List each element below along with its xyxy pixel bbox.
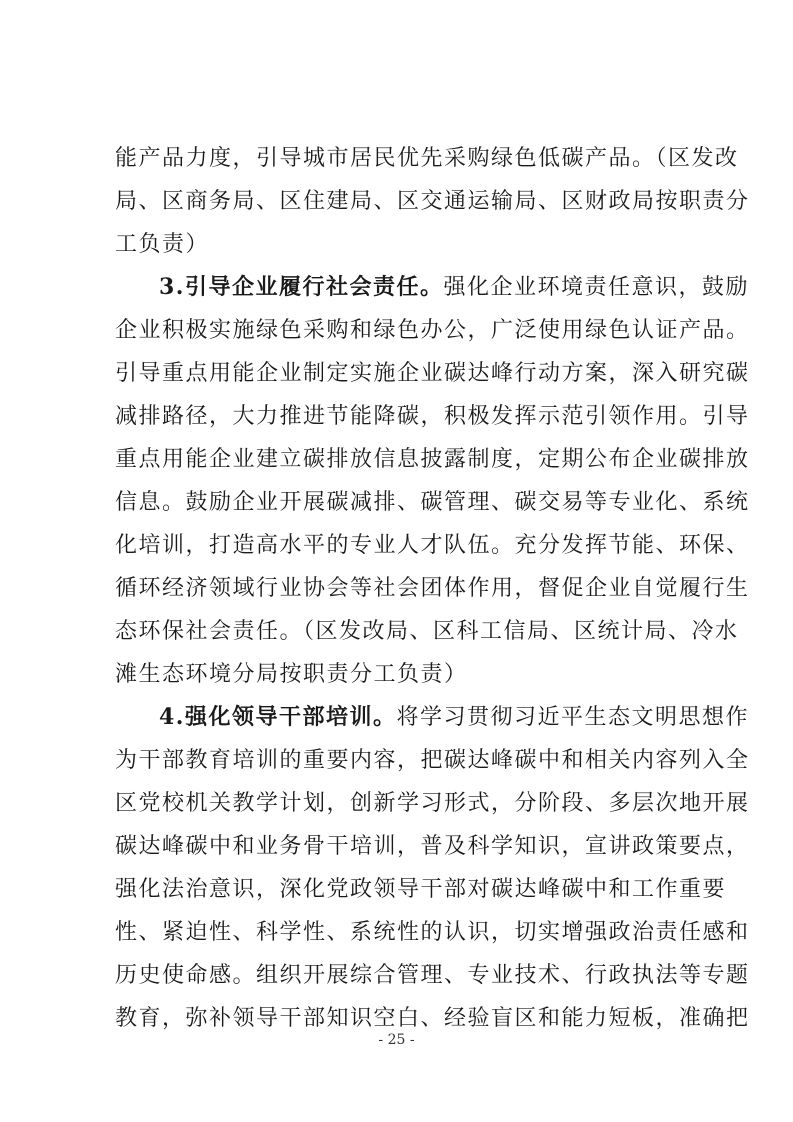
section-text: 将学习贯彻习近平生态文明思想作 [396,705,749,730]
text-line: 性、紧迫性、科学性、系统性的认识，切实增强政治责任感和 [115,920,750,945]
text-line: 区党校机关教学计划，创新学习形式，分阶段、多层次地开展 [115,791,750,816]
text-line: 工负责） [115,232,210,257]
text-line: 历史使命感。组织开展综合管理、专业技术、行政执法等专题 [115,963,750,988]
text-line: 碳达峰碳中和业务骨干培训，普及科学知识，宣讲政策要点， [115,834,750,859]
text-line: 教育，弥补领导干部知识空白、经验盲区和能力短板，准确把 [115,1006,750,1031]
text-line: 局、区商务局、区住建局、区交通运输局、区财政局按职责分 [115,189,750,214]
page-number: - 25 - [378,1032,415,1048]
text-line: 减排路径，大力推进节能降碳，积极发挥示范引领作用。引导 [115,404,750,429]
text-line: 态环保社会责任。（区发改局、区科工信局、区统计局、冷水 [115,619,739,644]
text-line: 为干部教育培训的重要内容，把碳达峰碳中和相关内容列入全 [115,748,750,773]
text-line: 循环经济领域行业协会等社会团体作用，督促企业自觉履行生 [115,576,750,601]
text-line: 强化法治意识，深化党政领导干部对碳达峰碳中和工作重要 [115,877,727,902]
section-heading-line [159,266,749,309]
text-line: 引导重点用能企业制定实施企业碳达峰行动方案，深入研究碳 [115,361,750,386]
text-line: 信息。鼓励企业开展碳减排、碳管理、碳交易等专业化、系统 [115,490,750,515]
text-line: 重点用能企业建立碳排放信息披露制度，定期公布企业碳排放 [115,447,750,472]
section-heading: 4.强化领导干部培训。 [159,704,397,730]
section-text: 强化企业环境责任意识，鼓励 [443,275,749,300]
text-line: 企业积极实施绿色采购和绿色办公，广泛使用绿色认证产品。 [115,318,750,343]
text-line: 滩生态环境分局按职责分工负责） [115,662,468,687]
section-heading: 3.引导企业履行社会责任。 [159,274,444,300]
text-line: 化培训，打造高水平的专业人才队伍。充分发挥节能、环保、 [115,533,750,558]
section-heading-line [159,696,749,739]
text-line: 能产品力度，引导城市居民优先采购绿色低碳产品。（区发改 [115,146,739,171]
